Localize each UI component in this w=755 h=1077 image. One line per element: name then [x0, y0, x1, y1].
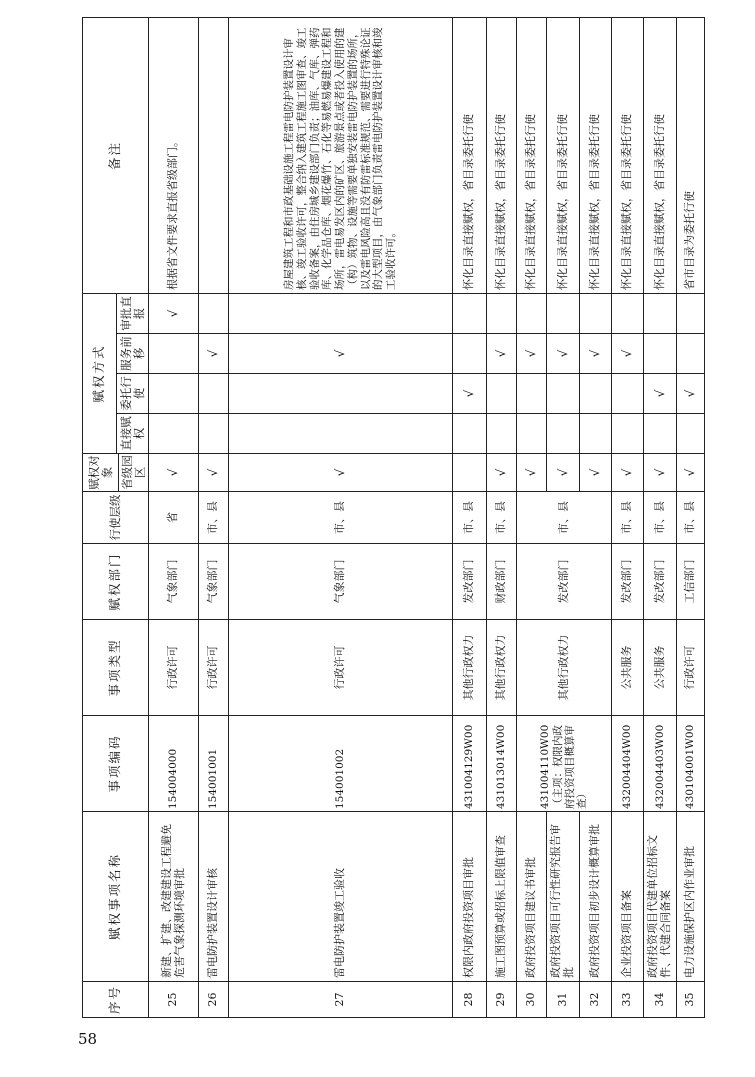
- row-approve-cell: [547, 293, 580, 333]
- header-target-sub: 省级园区: [119, 455, 147, 490]
- check-mark-icon: √: [652, 389, 667, 398]
- check-mark-icon: √: [524, 349, 539, 358]
- row-entrust-cell: [580, 374, 612, 414]
- row-entrust-cell: [199, 374, 229, 414]
- check-mark-icon: √: [555, 468, 570, 477]
- row-note: 怀化目录直接赋权，省目录委托行使: [453, 17, 487, 293]
- row-name: 政府投资项目可行性研究报告审批: [547, 812, 580, 982]
- row-level: 省: [149, 492, 199, 544]
- row-direct-cell: [677, 414, 705, 454]
- row-type: 其他行政权力: [517, 620, 612, 716]
- row-direct-cell: [580, 414, 612, 454]
- row-seq: 26: [199, 982, 229, 1018]
- table-row: [517, 17, 547, 1017]
- row-type: 行政许可: [677, 620, 705, 716]
- row-target-cell: [149, 454, 199, 492]
- table-row: [149, 17, 199, 1017]
- check-mark-icon: √: [524, 468, 539, 477]
- header-seq: 序号: [83, 982, 149, 1018]
- row-note: 怀化目录直接赋权，省目录委托行使: [487, 17, 517, 293]
- row-target-cell: [644, 454, 677, 492]
- header-name: 赋权事项名称: [83, 812, 149, 982]
- row-level: 市、县: [612, 492, 644, 544]
- check-mark-icon: √: [555, 349, 570, 358]
- check-mark-icon: √: [620, 349, 635, 358]
- header-service: 服务前移: [117, 334, 149, 374]
- row-code: 432004403W00: [644, 716, 677, 812]
- row-service-cell: [547, 334, 580, 374]
- row-code: 432004404W00: [612, 716, 644, 812]
- row-target-cell: [199, 454, 229, 492]
- row-level: 市、县: [644, 492, 677, 544]
- row-seq: 33: [612, 982, 644, 1018]
- row-note: 怀化目录直接赋权，省目录委托行使: [517, 17, 547, 293]
- row-entrust-cell: [229, 374, 453, 414]
- header-direct: 直接赋权: [117, 414, 149, 454]
- check-mark-icon: √: [652, 468, 667, 477]
- header-target: 赋权对象: [83, 454, 119, 492]
- check-mark-icon: √: [620, 468, 635, 477]
- check-mark-icon: √: [333, 468, 348, 477]
- row-dept: 气象部门: [149, 544, 199, 620]
- row-type: 公共服务: [644, 620, 677, 716]
- row-approve-cell: [453, 293, 487, 333]
- row-entrust-cell: [677, 374, 705, 414]
- row-direct-cell: [453, 414, 487, 454]
- table-row: [612, 17, 644, 1017]
- row-service-cell: [517, 334, 547, 374]
- row-direct-cell: [547, 414, 580, 454]
- check-mark-icon: √: [333, 349, 348, 358]
- row-target-cell: [547, 454, 580, 492]
- row-service-cell: [580, 334, 612, 374]
- row-approve-cell: [487, 293, 517, 333]
- check-mark-icon: √: [166, 309, 181, 318]
- row-name: 雷电防护装置竣工验收: [229, 812, 453, 982]
- row-level: 市、县: [677, 492, 705, 544]
- row-seq: 30: [517, 982, 547, 1018]
- header-code: 事项编码: [83, 716, 149, 812]
- row-target-cell: [612, 454, 644, 492]
- row-code: 431004110W00（主项：权限内政府投资项目概算审查）: [517, 716, 612, 812]
- row-dept: 发改部门: [612, 544, 644, 620]
- row-code: 431004129W00: [453, 716, 487, 812]
- row-approve-cell: [199, 293, 229, 333]
- check-mark-icon: √: [206, 349, 221, 358]
- row-direct-cell: [199, 414, 229, 454]
- row-name: 权限内政府投资项目审批: [453, 812, 487, 982]
- row-note: 怀化目录直接赋权，省目录委托行使: [612, 17, 644, 293]
- page-number: 58: [78, 1030, 98, 1048]
- row-type: 行政许可: [149, 620, 199, 716]
- row-dept: 气象部门: [229, 544, 453, 620]
- row-dept: 发改部门: [517, 544, 612, 620]
- authorization-table: [82, 17, 705, 1018]
- table-row: [229, 17, 453, 1017]
- row-name: 施工图预算或招标上限值审查: [487, 812, 517, 982]
- row-target-cell: [229, 454, 453, 492]
- row-target-cell: [677, 454, 705, 492]
- row-seq: 35: [677, 982, 705, 1018]
- row-note: 怀化目录直接赋权，省目录委托行使: [547, 17, 580, 293]
- table-row: [677, 17, 705, 1017]
- header-type: 事项类型: [83, 620, 149, 716]
- row-entrust-cell: [612, 374, 644, 414]
- row-approve-cell: [149, 293, 199, 333]
- row-approve-cell: [644, 293, 677, 333]
- row-note: 省市目录为委托行使: [677, 17, 705, 293]
- row-name: 政府投资项目初步设计概算审批: [580, 812, 612, 982]
- row-name: 新建、扩建、改建建设工程避免危害气象探测环境审批: [149, 812, 199, 982]
- row-seq: 28: [453, 982, 487, 1018]
- row-code: 154001002: [229, 716, 453, 812]
- row-direct-cell: [149, 414, 199, 454]
- check-mark-icon: √: [462, 389, 477, 398]
- header-dept: 赋权部门: [83, 544, 149, 620]
- row-level: 市、县: [199, 492, 229, 544]
- row-type: 其他行政权力: [487, 620, 517, 716]
- header-approve: 审批直报: [117, 293, 149, 333]
- row-code: 431013014W00: [487, 716, 517, 812]
- row-dept: 工信部门: [677, 544, 705, 620]
- check-mark-icon: √: [494, 468, 509, 477]
- check-mark-icon: √: [494, 349, 509, 358]
- row-approve-cell: [517, 293, 547, 333]
- row-code: 154001001: [199, 716, 229, 812]
- row-type: 行政许可: [229, 620, 453, 716]
- row-name: 雷电防护装置设计审核: [199, 812, 229, 982]
- header-entrust: 委托行使: [117, 374, 149, 414]
- table-row: [487, 17, 517, 1017]
- check-mark-icon: √: [683, 468, 698, 477]
- row-service-cell: [453, 334, 487, 374]
- row-dept: 财政部门: [487, 544, 517, 620]
- check-mark-icon: √: [588, 468, 603, 477]
- row-service-cell: [149, 334, 199, 374]
- header-note: 备注: [83, 17, 149, 293]
- row-approve-cell: [580, 293, 612, 333]
- row-service-cell: [612, 334, 644, 374]
- header-level: 行使层级: [83, 492, 149, 544]
- row-target-cell: [517, 454, 547, 492]
- row-type: 行政许可: [199, 620, 229, 716]
- row-service-cell: [644, 334, 677, 374]
- row-name: 政府投资项目代建单位招标文件、代建合同备案: [644, 812, 677, 982]
- row-dept: 发改部门: [644, 544, 677, 620]
- row-note: 房屋建筑工程和市政基础设施工程雷电防护装置设计审核、竣工验收许可，整合纳入建筑工程施工图审查、竣工验收备案，由住房城乡建设部门负责；油库、气库、弹药库、化学品仓库、烟花爆竹、石化等易燃易爆建设工程和场所，雷电易发区内的矿区、旅游景点或者投入使用的建（构）筑物、设施等需要单独安装雷电防护装置的场所，以及雷电风险高且没有防雷标准规范、需要进行特殊论证的大型项目，由气象部门负责雷电防护装置设计审核和竣工验收许可。: [229, 17, 453, 293]
- row-note: [199, 17, 229, 293]
- table-header: [83, 17, 149, 1017]
- check-mark-icon: √: [683, 389, 698, 398]
- row-level: 市、县: [229, 492, 453, 544]
- table-body: [149, 17, 705, 1017]
- row-direct-cell: [644, 414, 677, 454]
- row-target-cell: [453, 454, 487, 492]
- row-note: 怀化目录直接赋权，省目录委托行使: [580, 17, 612, 293]
- rotated-table-wrapper: [82, 18, 698, 1018]
- row-name: 电力设施保护区内作业审批: [677, 812, 705, 982]
- row-target-cell: [487, 454, 517, 492]
- check-mark-icon: √: [166, 468, 181, 477]
- row-entrust-cell: [149, 374, 199, 414]
- row-seq: 31: [547, 982, 580, 1018]
- row-entrust-cell: [487, 374, 517, 414]
- row-note: 怀化目录直接赋权，省目录委托行使: [644, 17, 677, 293]
- row-approve-cell: [677, 293, 705, 333]
- row-target-cell: [580, 454, 612, 492]
- row-seq: 34: [644, 982, 677, 1018]
- row-code: 154004000: [149, 716, 199, 812]
- check-mark-icon: √: [206, 468, 221, 477]
- table-row: [453, 17, 487, 1017]
- row-entrust-cell: [453, 374, 487, 414]
- row-entrust-cell: [644, 374, 677, 414]
- row-direct-cell: [517, 414, 547, 454]
- table-row: [199, 17, 229, 1017]
- row-service-cell: [677, 334, 705, 374]
- row-seq: 32: [580, 982, 612, 1018]
- row-approve-cell: [612, 293, 644, 333]
- row-dept: 气象部门: [199, 544, 229, 620]
- row-code: 430104001W00: [677, 716, 705, 812]
- row-direct-cell: [229, 414, 453, 454]
- row-service-cell: [199, 334, 229, 374]
- row-service-cell: [487, 334, 517, 374]
- row-direct-cell: [612, 414, 644, 454]
- table-row: [644, 17, 677, 1017]
- check-mark-icon: √: [588, 349, 603, 358]
- row-approve-cell: [229, 293, 453, 333]
- row-type: 其他行政权力: [453, 620, 487, 716]
- row-seq: 25: [149, 982, 199, 1018]
- row-note: 根据省文件要求直报省级部门。: [149, 17, 199, 293]
- row-entrust-cell: [517, 374, 547, 414]
- row-service-cell: [229, 334, 453, 374]
- row-name: 政府投资项目建议书审批: [517, 812, 547, 982]
- row-level: 市、县: [487, 492, 517, 544]
- header-method: 赋权方式: [83, 293, 117, 453]
- row-direct-cell: [487, 414, 517, 454]
- row-seq: 29: [487, 982, 517, 1018]
- row-name: 企业投资项目备案: [612, 812, 644, 982]
- row-seq: 27: [229, 982, 453, 1018]
- row-type: 公共服务: [612, 620, 644, 716]
- row-dept: 发改部门: [453, 544, 487, 620]
- row-entrust-cell: [547, 374, 580, 414]
- row-level: 市、县: [453, 492, 487, 544]
- row-level: 市、县: [517, 492, 612, 544]
